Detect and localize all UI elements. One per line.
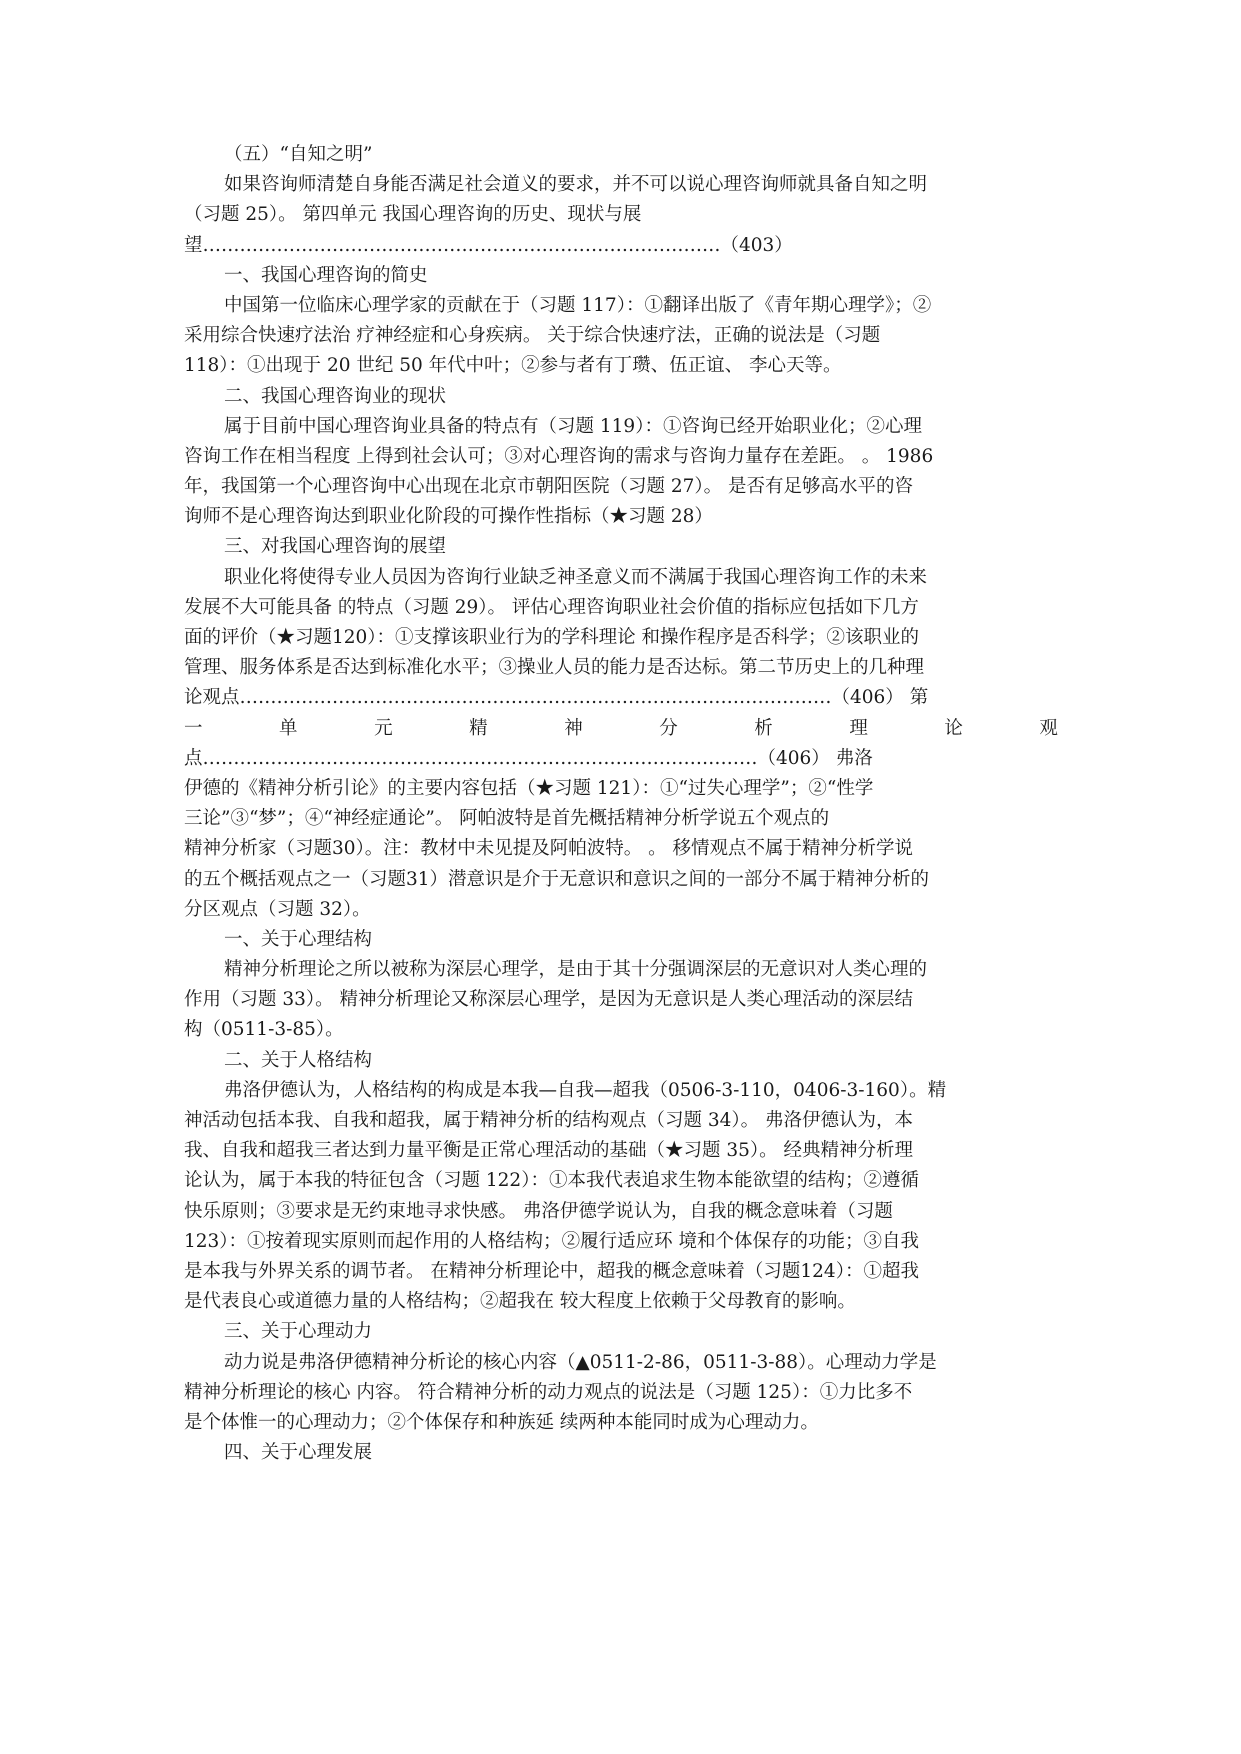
paragraph-line: 分区观点（习题 32）。 (184, 898, 371, 920)
spread-char: 单 (279, 717, 298, 739)
paragraph-line: 是个体惟一的心理动力；②个体保存和种族延 续两种本能同时成为心理动力。 (184, 1411, 819, 1433)
spread-char: 论 (944, 717, 963, 739)
paragraph-line: 采用综合快速疗法治 疗神经症和心身疾病。 关于综合快速疗法，正确的说法是（习题 (184, 325, 881, 347)
toc-line: 论观点……………………………………………………………………………………（406） 第 (184, 687, 929, 709)
spread-char: 神 (564, 717, 583, 739)
paragraph-line: 精神分析理论的核心 内容。 符合精神分析的动力观点的说法是（习题 125）：①力比多不 (184, 1381, 913, 1403)
paragraph-line: 118）：①出现于 20 世纪 50 年代中叶；②参与者有丁瓒、伍正谊、 李心天等。 (184, 355, 842, 377)
paragraph-line: 精神分析家（习题30）。注：教材中未见提及阿帕波特。 。 移情观点不属于精神分析学说 (184, 838, 914, 860)
paragraph-line: 构（0511-3-85）。 (184, 1019, 344, 1041)
paragraph-line: （习题 25）。 第四单元 我国心理咨询的历史、现状与展 (184, 204, 642, 226)
section-heading: 四、关于心理发展 (224, 1442, 373, 1464)
paragraph-line: 咨询工作在相当程度 上得到社会认可；③对心理咨询的需求与咨询力量存在差距。 。 1986 (184, 445, 934, 467)
document-page (184, 140, 1058, 1468)
paragraph-line: 的五个概括观点之一（习题31）潜意识是介于无意识和意识之间的一部分不属于精神分析的 (184, 868, 930, 890)
paragraph-line: 询师不是心理咨询达到职业化阶段的可操作性指标（★习题 28） (184, 506, 713, 528)
toc-spread-line (184, 714, 1058, 744)
paragraph-line: 123）：①按着现实原则而起作用的人格结构；②履行适应环 境和个体保存的功能；③自我 (184, 1230, 919, 1252)
section-heading: 二、我国心理咨询业的现状 (224, 385, 447, 407)
paragraph-line: 弗洛伊德认为，人格结构的构成是本我—自我—超我（0506-3-110，0406-3-160）。精 (224, 1079, 947, 1101)
paragraph-line: 中国第一位临床心理学家的贡献在于（习题 117）：①翻译出版了《青年期心理学》；② (224, 294, 932, 316)
paragraph-line: 论认为，属于本我的特征包含（习题 122）：①本我代表追求生物本能欲望的结构；②遵循 (184, 1170, 919, 1192)
paragraph-line: 是本我与外界关系的调节者。 在精神分析理论中，超我的概念意味着（习题124）：①超我 (184, 1260, 919, 1282)
section-heading: 一、关于心理结构 (224, 928, 373, 950)
paragraph-line: 管理、服务体系是否达到标准化水平；③操业人员的能力是否达标。第二节历史上的几种理 (184, 657, 925, 679)
paragraph-line: 我、自我和超我三者达到力量平衡是正常心理活动的基础（★习题 35）。 经典精神分析理 (184, 1140, 914, 1162)
paragraph-line: 发展不大可能具备 的特点（习题 29）。 评估心理咨询职业社会价值的指标应包括如下几方 (184, 596, 919, 618)
paragraph-line: 是代表良心或道德力量的人格结构；②超我在 较大程度上依赖于父母教育的影响。 (184, 1291, 856, 1313)
section-heading: 一、我国心理咨询的简史 (224, 264, 428, 286)
toc-line: 望…………………………………………………………………………（403） (184, 234, 793, 256)
paragraph-line: 动力说是弗洛伊德精神分析论的核心内容（▲0511-2-86，0511-3-88）。心理动力学是 (224, 1351, 937, 1373)
section-heading: 二、关于人格结构 (224, 1049, 373, 1071)
spread-char: 精 (469, 717, 488, 739)
paragraph-line: 年，我国第一个心理咨询中心出现在北京市朝阳医院（习题 27）。 是否有足够高水平的咨 (184, 476, 914, 498)
spread-char: 析 (754, 717, 773, 739)
paragraph-line: 精神分析理论之所以被称为深层心理学，是由于其十分强调深层的无意识对人类心理的 (224, 959, 928, 981)
paragraph-line: 伊德的《精神分析引论》的主要内容包括（★习题 121）：①“过失心理学”；②“性学 (184, 777, 874, 799)
spread-char: 一 (184, 717, 203, 739)
paragraph-line: 职业化将使得专业人员因为咨询行业缺乏神圣意义而不满属于我国心理咨询工作的未来 (224, 566, 928, 588)
spread-char: 理 (849, 717, 868, 739)
paragraph-line: 面的评价（★习题120）：①支撑该职业行为的学科理论 和操作程序是否科学；②该职业的 (184, 627, 919, 648)
paragraph-line: 快乐原则；③要求是无约束地寻求快感。 弗洛伊德学说认为，自我的概念意味着（习题 (184, 1200, 893, 1222)
section-heading: （五）“自知之明” (224, 144, 373, 165)
paragraph-line: 属于目前中国心理咨询业具备的特点有（习题 119）：①咨询已经开始职业化；②心理 (224, 415, 922, 437)
section-heading: 三、对我国心理咨询的展望 (224, 536, 447, 558)
section-heading: 三、关于心理动力 (224, 1321, 373, 1343)
paragraph-line: 如果咨询师清楚自身能否满足社会道义的要求，并不可以说心理咨询师就具备自知之明 (224, 174, 928, 196)
spread-char: 元 (374, 717, 393, 739)
paragraph-line: 作用（习题 33）。 精神分析理论又称深层心理学，是因为无意识是人类心理活动的深层结 (184, 989, 914, 1011)
paragraph-line: 神活动包括本我、自我和超我，属于精神分析的结构观点（习题 34）。 弗洛伊德认为，本 (184, 1110, 914, 1131)
spread-char: 观 (1039, 717, 1058, 739)
paragraph-line: 三论”③“梦”；④“神经症通论”。 阿帕波特是首先概括精神分析学说五个观点的 (184, 808, 830, 830)
toc-line: 点………………………………………………………………………………（406） 弗洛 (184, 747, 873, 769)
spread-char: 分 (659, 717, 678, 739)
